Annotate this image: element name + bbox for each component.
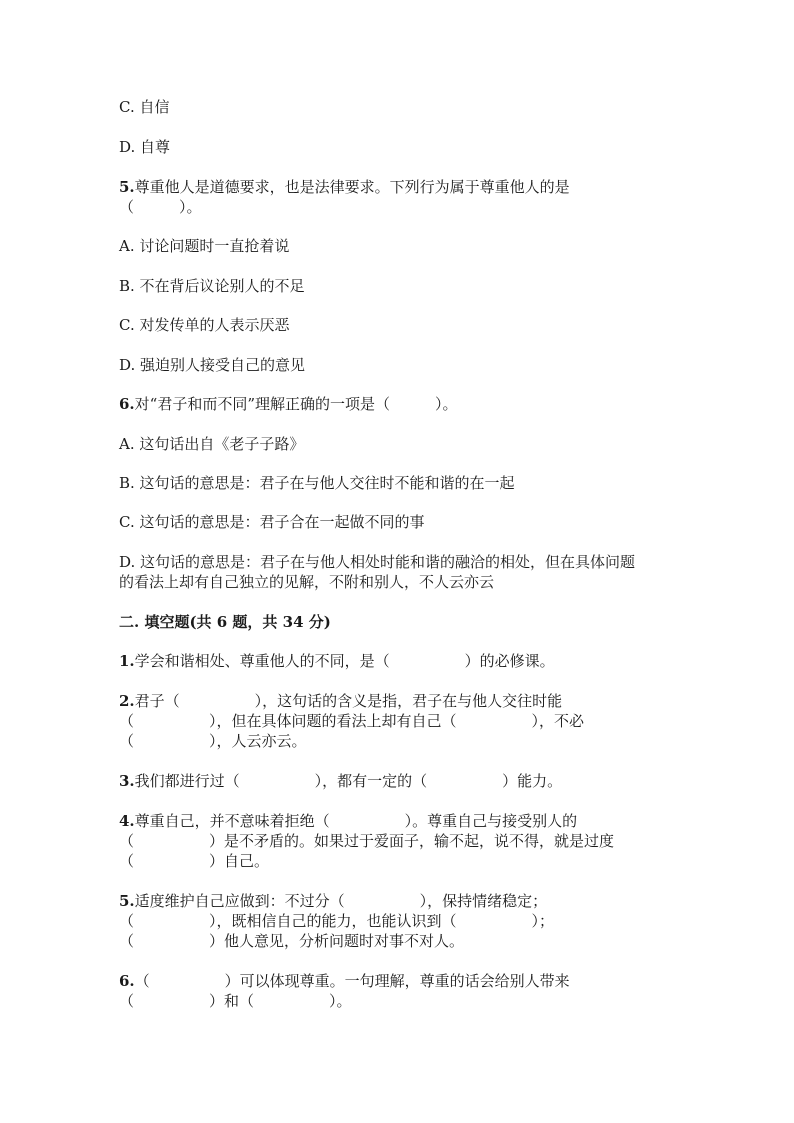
fill-question-5-number: 5. (119, 892, 135, 910)
fill-question-1-text: 学会和谐相处、尊重他人的不同，是（ ）的必修课。 (134, 652, 555, 670)
fill-question-2-text-cont-1: （ ），但在具体问题的看法上却有自己（ ），不必 (119, 712, 585, 730)
q6-option-a (119, 434, 304, 454)
fill-question-4-text-cont-1: （ ）是不矛盾的。如果过于爱面子，输不起，说不得，就是过度 (119, 832, 615, 850)
question-6-number: 6. (119, 395, 135, 413)
fill-question-4-cont-2 (119, 851, 269, 871)
fill-question-5-text: 适度维护自己应做到：不过分（ ），保持情绪稳定； (134, 892, 548, 910)
question-5-number: 5. (119, 178, 135, 196)
fill-question-2-number: 2. (119, 692, 135, 710)
question-5-stem (119, 177, 570, 197)
fill-question-5 (119, 891, 547, 911)
question-6-text: 对“君子和而不同”理解正确的一项是（ ）。 (134, 395, 458, 413)
section-title-text: 二. 填空题(共 6 题，共 34 分) (119, 613, 331, 631)
q5-option-d-text: D. 强迫别人接受自己的意见 (119, 356, 306, 374)
q5-option-a (119, 236, 289, 256)
q5-option-a-text: A. 讨论问题时一直抢着说 (119, 237, 290, 255)
fill-question-5-text-cont-1: （ ），既相信自己的能力，也能认识到（ ）； (119, 912, 555, 930)
question-5-text: 尊重他人是道德要求，也是法律要求。下列行为属于尊重他人的是 (134, 178, 570, 196)
fill-question-4-text-cont-2: （ ）自己。 (119, 852, 270, 870)
q4-option-d-text: D. 自尊 (119, 138, 171, 156)
q5-option-d (119, 355, 305, 375)
q5-option-b-text: B. 不在背后议论别人的不足 (119, 277, 305, 295)
q6-option-d (119, 552, 635, 572)
question-5-stem-cont (119, 197, 202, 217)
q4-option-c-text: C. 自信 (119, 98, 170, 116)
fill-question-5-text-cont-2: （ ）他人意见，分析问题时对事不对人。 (119, 932, 465, 950)
section-title-fill-blank (119, 612, 331, 632)
fill-question-2-text: 君子（ ），这句话的含义是指，君子在与他人交往时能 (134, 692, 563, 710)
q6-option-b (119, 473, 515, 493)
fill-question-4-number: 4. (119, 812, 135, 830)
q4-option-d (119, 137, 170, 157)
q6-option-d-text: D. 这句话的意思是：君子在与他人相处时能和谐的融洽的相处，但在具体问题 (119, 553, 636, 571)
fill-question-6-text: （ ）可以体现尊重。一句理解，尊重的话会给别人带来 (134, 972, 570, 990)
fill-question-2-text-cont-2: （ ），人云亦云。 (119, 732, 307, 750)
fill-question-3 (119, 771, 562, 791)
q6-option-a-text: A. 这句话出自《老子子路》 (119, 435, 305, 453)
fill-question-5-cont-1 (119, 911, 554, 931)
fill-question-4 (119, 811, 577, 831)
question-6-stem (119, 394, 458, 414)
q6-option-c (119, 512, 424, 532)
fill-question-3-number: 3. (119, 772, 135, 790)
q4-option-c (119, 97, 169, 117)
fill-question-3-text: 我们都进行过（ ），都有一定的（ ）能力。 (134, 772, 563, 790)
fill-question-2-cont-1 (119, 711, 584, 731)
q5-option-b (119, 276, 305, 296)
fill-question-2-cont-2 (119, 731, 307, 751)
fill-question-6-number: 6. (119, 972, 135, 990)
fill-question-4-text: 尊重自己，并不意味着拒绝（ ）。尊重自己与接受别人的 (134, 812, 578, 830)
fill-question-6-cont (119, 991, 352, 1011)
q6-option-c-text: C. 这句话的意思是：君子合在一起做不同的事 (119, 513, 425, 531)
q6-option-d-text-cont: 的看法上却有自己独立的见解，不附和别人，不人云亦云 (119, 573, 495, 591)
fill-question-4-cont-1 (119, 831, 614, 851)
fill-question-2 (119, 691, 562, 711)
fill-question-1 (119, 651, 555, 671)
q5-option-c (119, 315, 289, 335)
fill-question-6 (119, 971, 570, 991)
fill-question-6-text-cont: （ ）和（ ）。 (119, 992, 352, 1010)
question-5-blank: （ ）。 (119, 198, 202, 216)
q6-option-b-text: B. 这句话的意思是：君子在与他人交往时不能和谐的在一起 (119, 474, 515, 492)
fill-question-5-cont-2 (119, 931, 464, 951)
q6-option-d-cont (119, 572, 494, 592)
q5-option-c-text: C. 对发传单的人表示厌恶 (119, 316, 290, 334)
fill-question-1-number: 1. (119, 652, 135, 670)
